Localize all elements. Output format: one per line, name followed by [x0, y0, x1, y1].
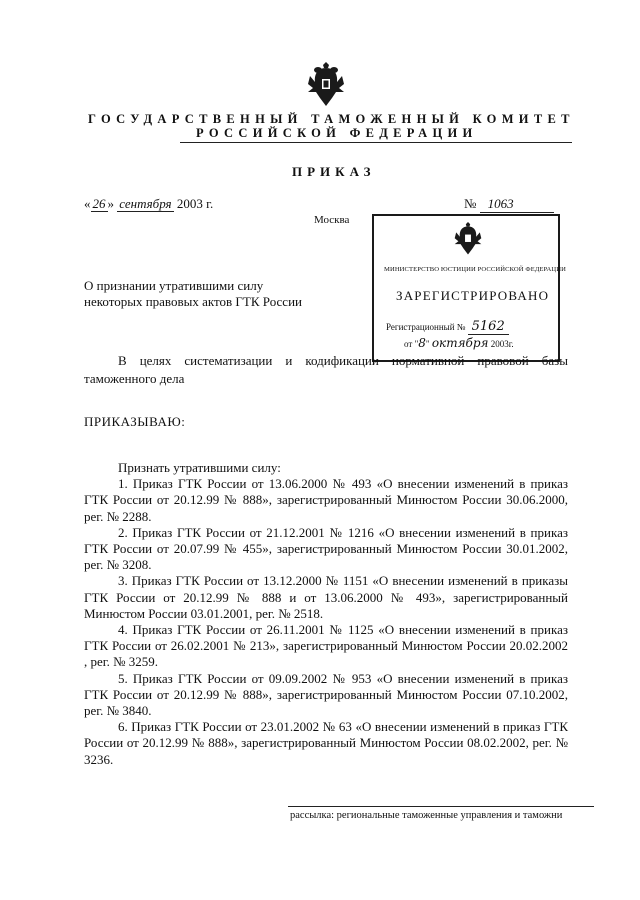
order-city: Москва: [314, 214, 350, 226]
org-name-line2: РОССИЙСКОЙ ФЕДЕРАЦИИ: [196, 126, 478, 140]
list-item: 3. Приказ ГТК России от 13.12.2000 № 1151 «О внесении изменений в приказы ГТК России от 20.12.99 № 888 и от 13.06.2000 № 493», зарегистрированный Минюстом России 03.01.2001, рег. № 2518.: [84, 573, 568, 621]
stamp-date-row: от "8" октября 2003г.: [404, 336, 514, 350]
list-item: 6. Приказ ГТК России от 23.01.2002 № 63 «О внесении изменений в приказ ГТК России от 20.12.99 № 888», зарегистрированный Минюстом России 08.02.2002, рег. № 3236.: [84, 719, 568, 767]
order-date-month: сентября: [119, 196, 172, 211]
org-name-line1: ГОСУДАРСТВЕННЫЙ ТАМОЖЕННЫЙ КОМИТЕТ: [88, 112, 575, 126]
order-body: [84, 460, 568, 768]
stamp-ministry: МИНИСТЕРСТВО ЮСТИЦИИ РОССИЙСКОЙ ФЕДЕРАЦИИ: [384, 266, 566, 273]
registration-stamp: [372, 214, 566, 362]
subject-line2: некоторых правовых актов ГТК России: [84, 294, 302, 309]
order-date: « 26 » сентября 2003 г.: [84, 196, 214, 211]
order-number-value: 1063: [480, 196, 554, 213]
list-item: 4. Приказ ГТК России от 26.11.2001 № 1125 «О внесении изменений в приказ ГТК России от 26.02.2001 № 213», зарегистрированный Минюстом России 20.02.2002 , рег. № 3259.: [84, 622, 568, 670]
header-divider: [180, 142, 572, 143]
stamp-reg-number-row: Регистрационный № 5162: [386, 319, 509, 334]
order-subject: [84, 278, 334, 310]
subject-line1: О признании утратившими силу: [84, 278, 264, 293]
footer-divider: [288, 806, 594, 807]
stamp-date-day: 8: [418, 336, 426, 350]
list-item: 1. Приказ ГТК России от 13.06.2000 № 493 «О внесении изменений в приказ ГТК России от 20.12.99 № 888», зарегистрированный Минюстом России 30.06.2000, рег. № 2288.: [84, 476, 568, 524]
order-date-day: 26: [92, 196, 106, 211]
intro-paragraph: В целях систематизации и кодификации нормативной правовой базы таможенного дела: [84, 353, 568, 386]
stamp-reg-number: 5162: [468, 319, 509, 335]
document-title: ПРИКАЗ: [292, 164, 376, 179]
order-command: ПРИКАЗЫВАЮ:: [84, 414, 186, 429]
stamp-date-month: октября: [431, 336, 489, 350]
order-date-year: 2003 г.: [176, 196, 214, 211]
distribution-list: рассылка: региональные таможенные управления и таможни: [290, 810, 563, 821]
list-item: 5. Приказ ГТК России от 09.09.2002 № 953 «О внесении изменений в приказ ГТК России от 20.12.99 № 888», зарегистрированный Минюстом России 07.10.2002, рег. № 3840.: [84, 670, 568, 719]
stamp-date-year: 2003г.: [490, 339, 514, 349]
stamp-registered: ЗАРЕГИСТРИРОВАНО: [396, 288, 550, 303]
list-item: 2. Приказ ГТК России от 21.12.2001 № 1216 «О внесении изменений в приказ ГТК России от 20.07.99 № 455», зарегистрированный Минюстом России 30.01.2002, рег. № 3208.: [84, 524, 568, 573]
order-number: № 1063: [464, 196, 554, 213]
double-headed-eagle-icon: [306, 62, 346, 108]
stamp-eagle-icon: [453, 222, 483, 256]
body-lead: Признать утратившими силу:: [118, 460, 281, 475]
